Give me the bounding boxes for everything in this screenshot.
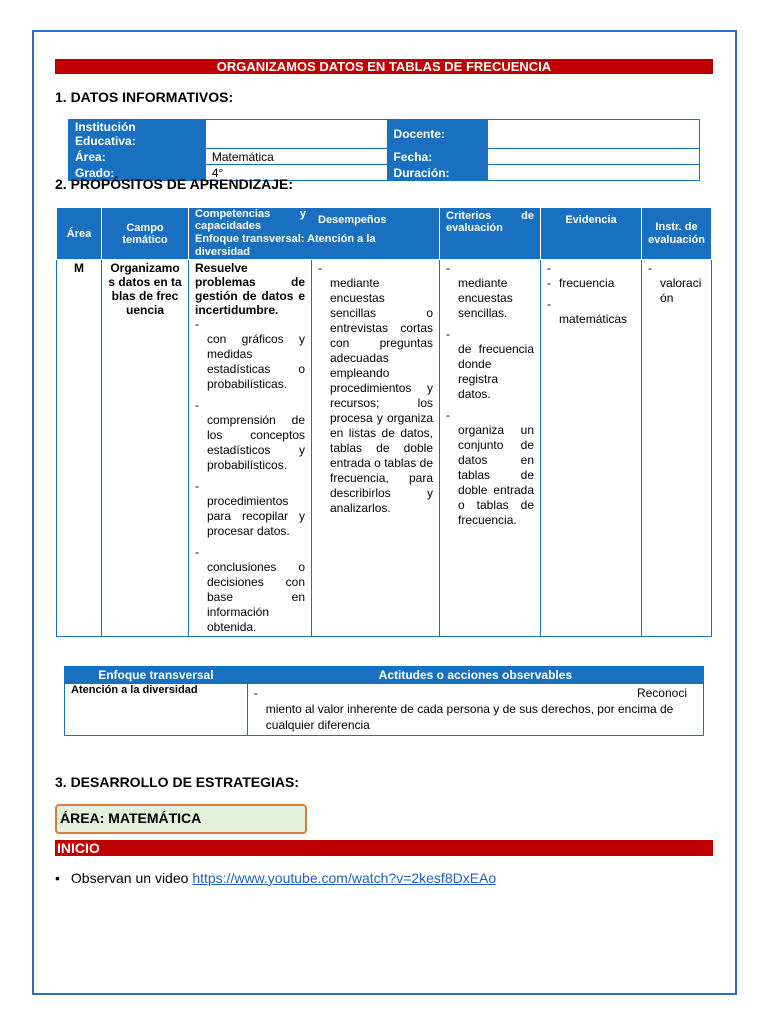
section-datos-informativos: 1. DATOS INFORMATIVOS: [55,89,234,105]
enfoque-value: Atención a la diversidad [65,684,248,736]
cell-area: M [57,260,102,637]
header-desempenos: Desempeños [318,214,387,226]
comp-item: comprensión de los conceptos estadísticos y probabilísticos. [207,413,305,472]
dash: - [547,297,552,311]
cell-instr [642,260,712,637]
criterio-item: de frecuencia donde registra datos. [458,342,535,401]
cell-desempenos [312,260,440,637]
duracion-label: Duración: [387,165,488,181]
docente-label: Docente: [387,120,488,149]
dash: - [446,261,451,275]
header-campo: Campo temático [102,208,189,260]
header-enfoque-transversal: Enfoque transversal [65,667,248,684]
comp-title: Resuelve problemas de gestión de datos e incertidumbre. [195,261,305,317]
propositos-table [56,207,712,637]
cell-evidencia [541,260,642,637]
grado-label: Grado: [69,165,206,181]
header-enfoque: Enfoque transversal: Atención a la diversidad [195,233,376,258]
header-competencias [189,208,440,260]
dash: - [195,317,199,331]
header-area: Área [57,208,102,260]
enfoque-row [65,684,704,736]
video-link[interactable]: https://www.youtube.com/watch?v=2kesf8DxEAo [192,870,497,886]
dash: - [446,327,451,341]
dash: - [648,261,653,275]
dash: - [446,408,451,422]
cell-competencias [189,260,312,637]
header-comp-label: Competencias y capacidades [195,208,306,232]
content-row [57,260,712,637]
grado-value[interactable]: 4° [205,165,387,181]
docente-value[interactable] [488,120,700,149]
desemp-text: mediante encuestas sencillas o entrevistas cortas con preguntas adecuadas empleando procedimientos y recursos; los procesa y organiza en listas de datos, tablas de doble entrada o tablas de frecuencia, para describirlos y analizarlos. [330,276,434,515]
area-matematica-box: ÁREA: MATEMÁTICA [55,804,307,834]
duracion-value[interactable] [488,165,700,181]
area-label: Área: [69,149,206,165]
inicio-bar: INICIO [55,840,713,856]
enfoque-table [64,666,704,736]
info-table [68,119,700,181]
document-title: ORGANIZAMOS DATOS EN TABLAS DE FRECUENCIA [55,59,713,74]
fecha-value[interactable] [488,149,700,165]
criterio-item: mediante encuestas sencillas. [458,276,513,320]
fecha-label: Fecha: [387,149,488,165]
evidencia-item: frecuencia [559,276,615,290]
dash: - [547,261,552,275]
header-actitudes: Actitudes o acciones observables [247,667,703,684]
header-evidencia: Evidencia [541,208,642,260]
institucion-label: Institución Educativa: [69,120,206,149]
header-criterios: Criterios de evaluación [440,208,541,260]
comp-item: procedimientos para recopilar y procesar datos. [207,494,305,538]
info-row [69,149,700,165]
header-row [57,208,712,260]
actitud-first: Reconoci [636,686,687,700]
area-value[interactable]: Matemática [205,149,387,165]
section-desarrollo: 3. DESARROLLO DE ESTRATEGIAS: [55,774,299,790]
dash: - [195,398,199,412]
observan-line [55,870,496,886]
actitud-rest: miento al valor inherente de cada persona y de sus derechos, por encima de cualquier diferencia [265,702,674,732]
enfoque-header-row [65,667,704,684]
dash: - [195,545,199,559]
dash: - [253,686,258,700]
cell-campo: Organizamos datos en tablas de frecuencia [102,260,189,637]
cell-criterios [440,260,541,637]
institucion-value[interactable] [205,120,387,149]
info-row [69,120,700,149]
dash: - [318,261,322,275]
criterio-item: organiza un conjunto de datos en tablas de doble entrada o tablas de frecuencia. [458,423,535,527]
dash: - [195,479,199,493]
instr-text: valoración [660,276,702,305]
section-propositos: 2. PROPÓSITOS DE APRENDIZAJE: [55,176,294,192]
dash: - [547,276,552,290]
evidencia-item: matemáticas [559,312,628,326]
comp-item: con gráficos y medidas estadísticas o probabilísticas. [207,332,305,391]
observan-text: Observan un video [70,870,189,886]
actitudes-cell [247,684,703,736]
header-instr: Instr. de evaluación [642,208,712,260]
bullet-icon: • [55,870,60,886]
comp-item: conclusiones o decisiones con base en información obtenida. [207,560,305,634]
